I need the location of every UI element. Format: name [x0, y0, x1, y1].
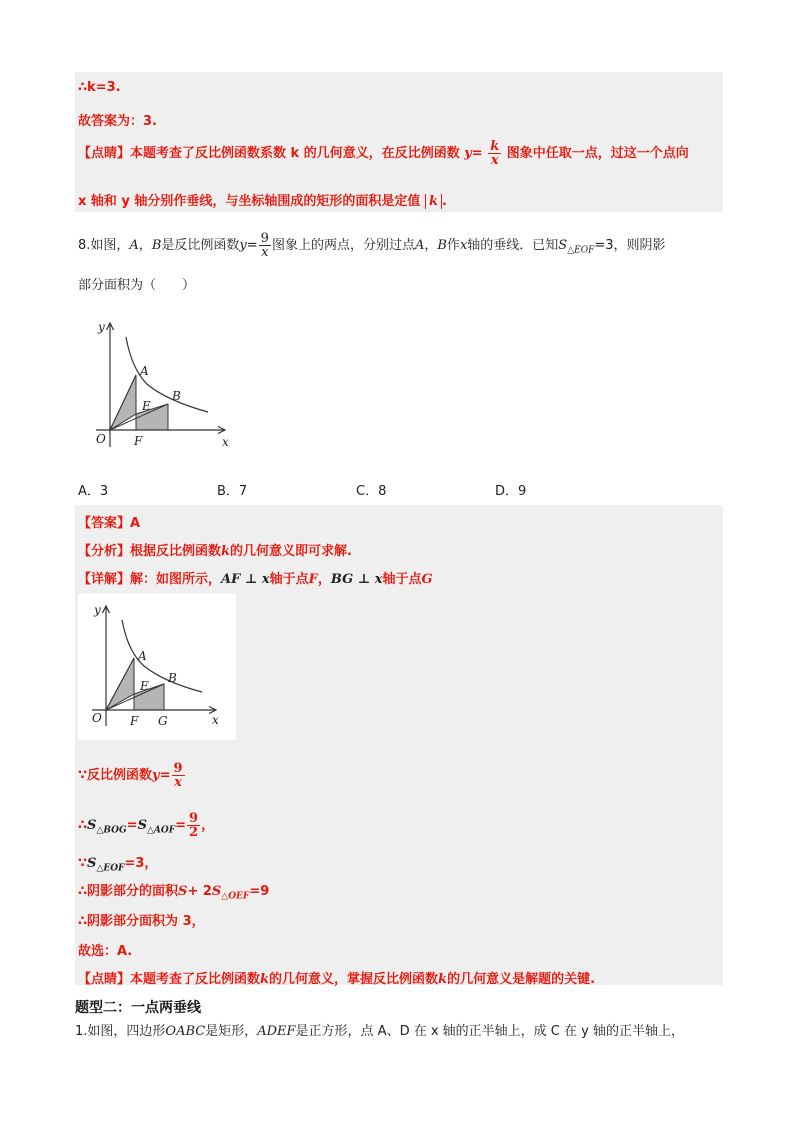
shaded-trapezoid-efgb	[134, 684, 164, 710]
option-d[interactable]: D．9	[495, 484, 527, 499]
fraction-9-over-x: $\frac{9}{x}$	[173, 761, 183, 790]
label-y: y	[98, 320, 105, 334]
solution-figure	[82, 598, 232, 736]
option-b[interactable]: B．7	[217, 484, 248, 499]
analysis-line: 【分析】根据反比例函数k的几何意义即可求解.	[78, 544, 352, 559]
question-figure	[88, 315, 248, 455]
label-o: O	[92, 711, 102, 725]
comment-line-2: x 轴和 y 轴分别作垂线，与坐标轴围成的矩形的面积是定值 k .	[78, 194, 447, 209]
label-b: B	[168, 671, 177, 685]
label-o: O	[96, 432, 106, 446]
question-8-line-1: 8.如图，A，B是反比例函数y= $\frac{9}{x}$ 图象上的两点，分别过点A，B作x轴的垂线．已知$S_{\triangle EOF}=3$，则阴影	[78, 231, 666, 260]
step-1: ∵反比例函数y= $\frac{9}{x}$	[78, 761, 183, 790]
label-a: A	[140, 364, 149, 378]
shaded-trapezoid-efgb	[136, 404, 168, 430]
answer-line: 故答案为：3.	[78, 114, 157, 129]
label-g: G	[158, 714, 168, 728]
step-4: ∴阴影部分的面积$S+ 2S_{\triangle OEF}=9$	[78, 884, 270, 902]
label-b: B	[172, 389, 181, 403]
answer-label: 【答案】A	[78, 516, 141, 531]
label-f: F	[130, 714, 139, 728]
hyperbola-curve	[126, 337, 208, 412]
fraction-9-over-2: $\frac{9}{2}$	[189, 811, 199, 840]
step-5: ∴阴影部分面积为 3，	[78, 914, 205, 929]
question-8-line-2: 部分面积为（ ）	[78, 278, 196, 293]
step-2: $\therefore S_{\triangle BOG}=S_{\triangle AOF}=$ $\frac{9}{2}$ ，	[78, 811, 215, 840]
abs-k: k	[425, 194, 442, 209]
option-a[interactable]: A．3	[78, 484, 109, 499]
detail-line: 【详解】解：如图所示，AF ⊥ x轴于点F，BG ⊥ x轴于点G	[78, 572, 433, 587]
comment-line-1: 【点睛】本题考查了反比例函数系数 k 的几何意义，在反比例函数 y= $\frac{k}{x}$ 图象中任取一点，过这一个点向	[78, 139, 689, 168]
section-heading: 题型二：一点两垂线	[75, 1000, 201, 1016]
fraction-k-over-x: $\frac{k}{x}$	[490, 139, 500, 168]
section-question-1: 1.如图，四边形OABC是矩形，ADEF是正方形，点 A、D 在 x 轴的正半轴上，成 C 在 y 轴的正半轴上，	[75, 1024, 684, 1039]
label-x: x	[222, 435, 229, 449]
label-f: F	[134, 434, 143, 448]
label-e: E	[142, 399, 151, 413]
fraction-9-over-x: $\frac{9}{x}$	[260, 231, 269, 260]
label-y: y	[94, 603, 101, 617]
k-result-line: ∴k=3.	[78, 80, 121, 95]
option-c[interactable]: C．8	[356, 484, 387, 499]
step-6: 故选：A.	[78, 944, 133, 959]
label-a: A	[138, 649, 147, 663]
label-x: x	[212, 713, 219, 727]
label-e: E	[140, 679, 149, 693]
step-3: $\because S_{\triangle EOF}=3$，	[78, 856, 158, 874]
comment-line: 【点睛】本题考查了反比例函数k的几何意义，掌握反比例函数k的几何意义是解题的关键.	[78, 972, 596, 987]
